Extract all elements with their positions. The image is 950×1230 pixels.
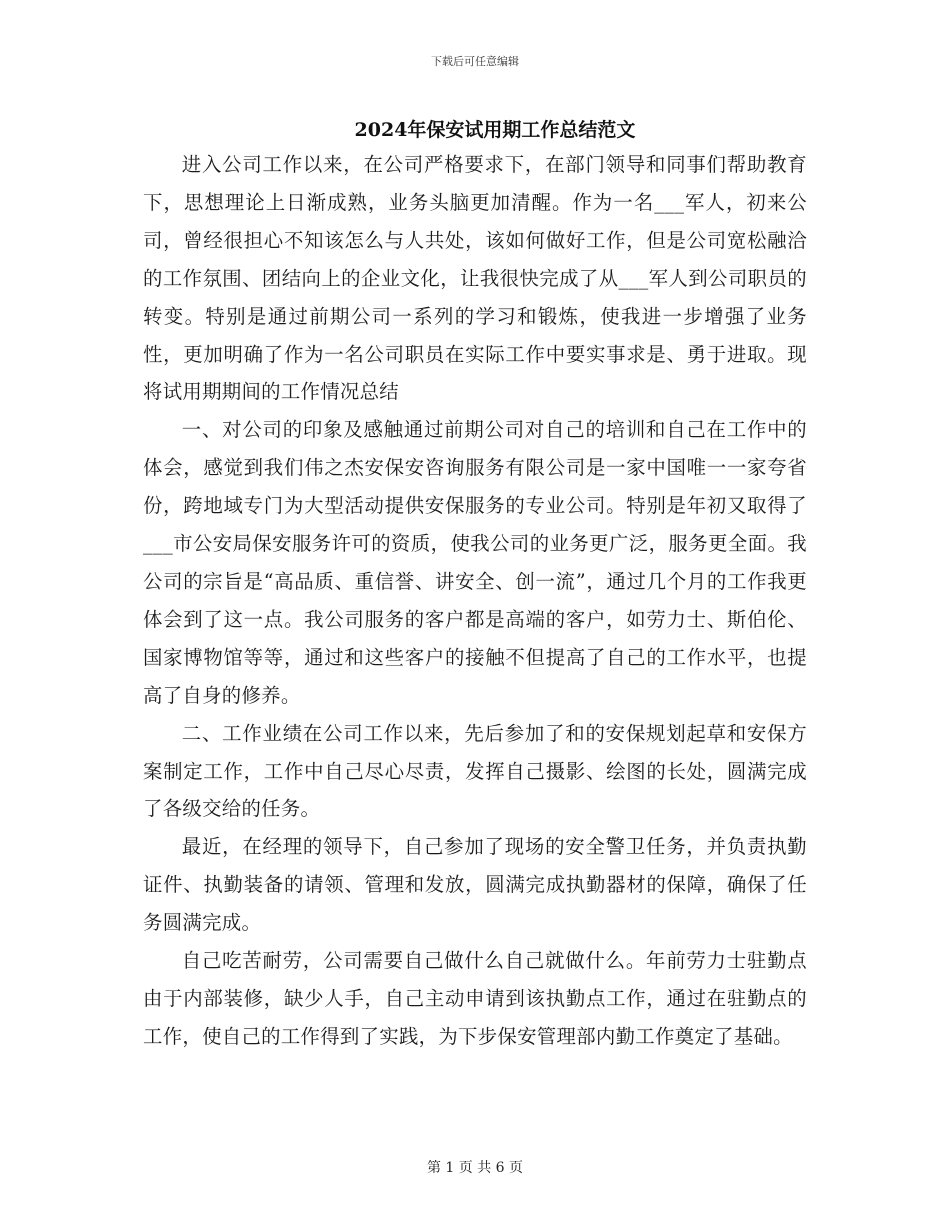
page-footer: 第 1 页 共 6 页	[426, 1160, 524, 1176]
paragraph-intro: 进入公司工作以来，在公司严格要求下，在部门领导和同事们帮助教育下，思想理论上日渐成熟，业务头脑更加清醒。作为一名___军人，初来公司，曾经很担心不知该怎么与人共处，该如何做好工作，但是公司宽松融洽的工作氛围、团结向上的企业文化，让我很快完成了从___军人到公司职员的转变。特别是通过前期公司一系列的学习和锻炼，使我进一步增强了业务性，更加明确了作为一名公司职员在实际工作中要实事求是、勇于进取。现将试用期期间的工作情况总结	[143, 153, 807, 404]
document-body	[143, 146, 807, 1056]
paragraph-section-2: 二、工作业绩在公司工作以来，先后参加了和的安保规划起草和安保方案制定工作，工作中自己尽心尽责，发挥自己摄影、绘图的长处，圆满完成了各级交给的任务。	[143, 721, 807, 821]
header-note: 下载后可任意编辑	[431, 55, 519, 68]
document-title: 2024年保安试用期工作总结范文	[354, 119, 636, 141]
paragraph-recent-duty: 最近，在经理的领导下，自己参加了现场的安全警卫任务，并负责执勤证件、执勤装备的请领、管理和发放，圆满完成执勤器材的保障，确保了任务圆满完成。	[143, 835, 807, 935]
paragraph-hard-work: 自己吃苦耐劳，公司需要自己做什么自己就做什么。年前劳力士驻勤点由于内部装修，缺少人手，自己主动申请到该执勤点工作，通过在驻勤点的工作，使自己的工作得到了实践，为下步保安管理部内勤工作奠定了基础。	[143, 949, 807, 1048]
paragraph-section-1: 一、对公司的印象及感触通过前期公司对自己的培训和自己在工作中的体会，感觉到我们伟之杰安保安咨询服务有限公司是一家中国唯一一家夸省份，跨地域专门为大型活动提供安保服务的专业公司。特别是年初又取得了___市公安局保安服务许可的资质，使我公司的业务更广泛，服务更全面。我公司的宗旨是“高品质、重信誉、讲安全、创一流”，通过几个月的工作我更体会到了这一点。我公司服务的客户都是高端的客户，如劳力士、斯伯伦、国家博物馆等等，通过和这些客户的接触不但提高了自己的工作水平，也提高了自身的修养。	[143, 418, 807, 707]
